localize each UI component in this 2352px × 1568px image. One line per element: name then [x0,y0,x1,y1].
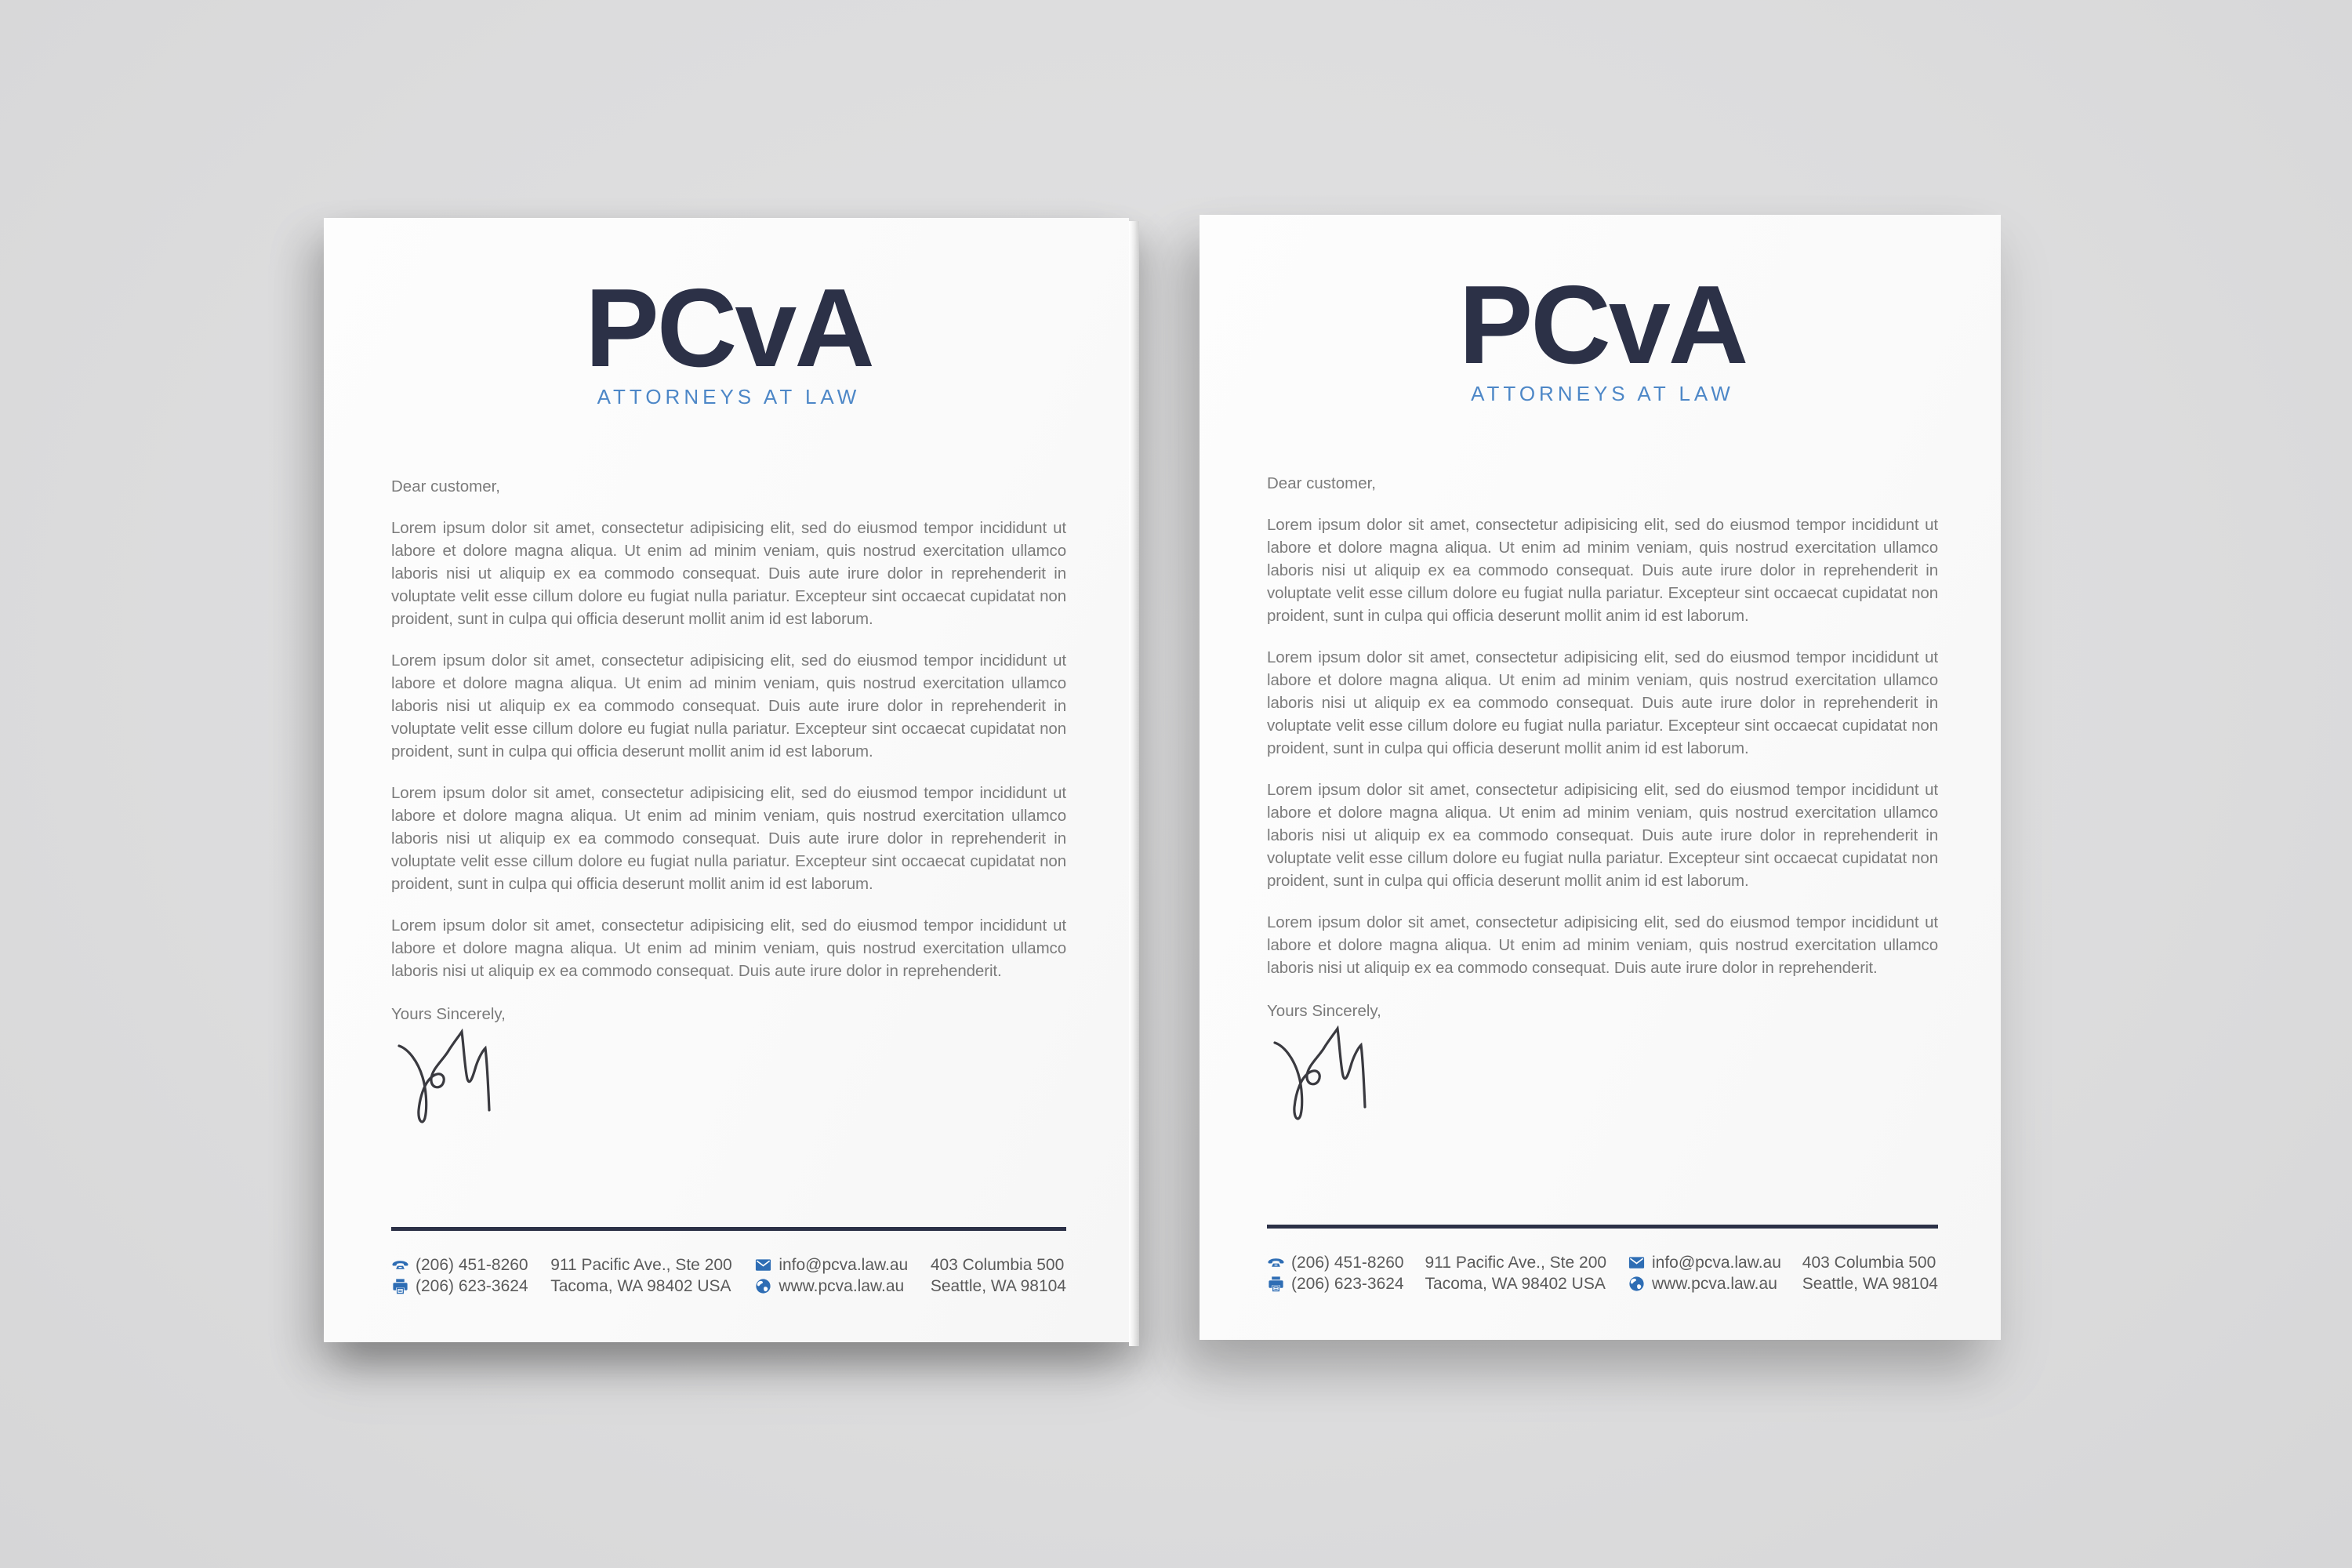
footer-phone-fax-column [1267,1252,1404,1294]
footer-online-column [754,1254,908,1297]
paragraph-2: Lorem ipsum dolor sit amet, consectetur adipisicing elit, sed do eiusmod tempor incididunt ut labore et dolore magna aliqua. Ut enim ad minim veniam, quis nostrud exercitation ullamco laboris nisi ut aliquip ex ea commodo consequat. Duis aute irure dolor in reprehenderit in voluptate velit esse cillum dolore eu fugiat nulla pariatur. Excepteur sint occaecat cupidatat non proident, sunt in culpa qui officia deserunt mollit anim id est laborum. [1267,648,1938,757]
company-logo [391,266,1066,409]
paragraph-3: Lorem ipsum dolor sit amet, consectetur adipisicing elit, sed do eiusmod tempor incididunt ut labore et dolore magna aliqua. Ut enim ad minim veniam, quis nostrud exercitation ullamco laboris nisi ut aliquip ex ea commodo consequat. Duis aute irure dolor in reprehenderit in voluptate velit esse cillum dolore eu fugiat nulla pariatur. Excepteur sint occaecat cupidatat non proident, sunt in culpa qui officia deserunt mollit anim id est laborum. [1267,780,1938,890]
greeting: Dear customer, [391,477,500,495]
letter-body [1200,215,2001,1022]
paragraph-3: Lorem ipsum dolor sit amet, consectetur adipisicing elit, sed do eiusmod tempor incididunt ut labore et dolore magna aliqua. Ut enim ad minim veniam, quis nostrud exercitation ullamco laboris nisi ut aliquip ex ea commodo consequat. Duis aute irure dolor in reprehenderit in voluptate velit esse cillum dolore eu fugiat nulla pariatur. Excepteur sint occaecat cupidatat non proident, sunt in culpa qui officia deserunt mollit anim id est laborum. [391,783,1066,893]
paragraph-1: Lorem ipsum dolor sit amet, consectetur adipisicing elit, sed do eiusmod tempor incididunt ut labore et dolore magna aliqua. Ut enim ad minim veniam, quis nostrud exercitation ullamco laboris nisi ut aliquip ex ea commodo consequat. Duis aute irure dolor in reprehenderit in voluptate velit esse cillum dolore eu fugiat nulla pariatur. Excepteur sint occaecat cupidatat non proident, sunt in culpa qui officia deserunt mollit anim id est laborum. [1267,515,1938,625]
address1-line2: Tacoma, WA 98402 USA [1425,1274,1606,1293]
logo-wordmark: PCvA [1458,263,1747,387]
email-address: info@pcva.law.au [1651,1253,1781,1272]
footer-address2-column [931,1254,1066,1297]
fax-number: (206) 623-3624 [1291,1274,1404,1293]
footer-online-column [1628,1252,1781,1294]
closing: Yours Sincerely, [391,1004,506,1023]
envelope-icon [754,1256,772,1274]
globe-icon [754,1277,772,1295]
letter-page-1 [324,218,1129,1342]
address2-line2: Seattle, WA 98104 [1802,1274,1938,1293]
footer-address1-column [1425,1252,1607,1294]
website-url: www.pcva.law.au [1651,1274,1777,1293]
paragraph-2: Lorem ipsum dolor sit amet, consectetur adipisicing elit, sed do eiusmod tempor incididunt ut labore et dolore magna aliqua. Ut enim ad minim veniam, quis nostrud exercitation ullamco laboris nisi ut aliquip ex ea commodo consequat. Duis aute irure dolor in reprehenderit in voluptate velit esse cillum dolore eu fugiat nulla pariatur. Excepteur sint occaecat cupidatat non proident, sunt in culpa qui officia deserunt mollit anim id est laborum. [391,651,1066,760]
paper-stack-edge [1129,221,1139,1346]
footer-phone-fax-column [391,1254,528,1297]
logo-tagline: ATTORNEYS AT LAW [1471,381,1734,405]
logo-tagline: ATTORNEYS AT LAW [597,384,861,408]
website-url: www.pcva.law.au [779,1276,905,1295]
phone-icon [391,1256,409,1274]
address1-line1: 911 Pacific Ave., Ste 200 [550,1255,732,1274]
fax-number: (206) 623-3624 [416,1276,528,1295]
phone-number: (206) 451-8260 [416,1255,528,1274]
footer-address1-column [550,1254,732,1297]
address1-line1: 911 Pacific Ave., Ste 200 [1425,1253,1607,1272]
paragraph-4: Lorem ipsum dolor sit amet, consectetur adipisicing elit, sed do eiusmod tempor incididunt ut labore et dolore magna aliqua. Ut enim ad minim veniam, quis nostrud exercitation ullamco laboris nisi ut aliquip ex ea commodo consequat. Duis aute irure dolor in reprehenderit. [1267,913,1938,977]
phone-icon [1267,1254,1285,1272]
envelope-icon [1628,1254,1646,1272]
fax-icon [391,1277,409,1295]
footer-divider [391,1227,1066,1231]
closing: Yours Sincerely, [1267,1001,1381,1020]
address2-line1: 403 Columbia 500 [1802,1253,1936,1272]
globe-icon [1628,1275,1646,1293]
address2-line2: Seattle, WA 98104 [930,1276,1066,1295]
letter-page-2 [1200,215,2001,1340]
letter-footer [1267,1225,1938,1294]
fax-icon [1267,1275,1285,1293]
paragraph-1: Lorem ipsum dolor sit amet, consectetur adipisicing elit, sed do eiusmod tempor incididunt ut labore et dolore magna aliqua. Ut enim ad minim veniam, quis nostrud exercitation ullamco laboris nisi ut aliquip ex ea commodo consequat. Duis aute irure dolor in reprehenderit in voluptate velit esse cillum dolore eu fugiat nulla pariatur. Excepteur sint occaecat cupidatat non proident, sunt in culpa qui officia deserunt mollit anim id est laborum. [391,518,1066,628]
letter-body [324,218,1129,1025]
letter-footer [391,1227,1066,1297]
footer-divider [1267,1225,1938,1229]
paragraph-4: Lorem ipsum dolor sit amet, consectetur adipisicing elit, sed do eiusmod tempor incididunt ut labore et dolore magna aliqua. Ut enim ad minim veniam, quis nostrud exercitation ullamco laboris nisi ut aliquip ex ea commodo consequat. Duis aute irure dolor in reprehenderit. [391,916,1066,980]
email-address: info@pcva.law.au [779,1255,909,1274]
signature-icon [394,1029,492,1124]
address1-line2: Tacoma, WA 98402 USA [550,1276,731,1295]
greeting: Dear customer, [1267,474,1376,492]
phone-number: (206) 451-8260 [1291,1253,1404,1272]
logo-wordmark: PCvA [585,266,873,390]
company-logo [1267,263,1938,406]
signature-icon [1270,1025,1368,1121]
footer-address2-column [1802,1252,1938,1294]
address2-line1: 403 Columbia 500 [930,1255,1065,1274]
